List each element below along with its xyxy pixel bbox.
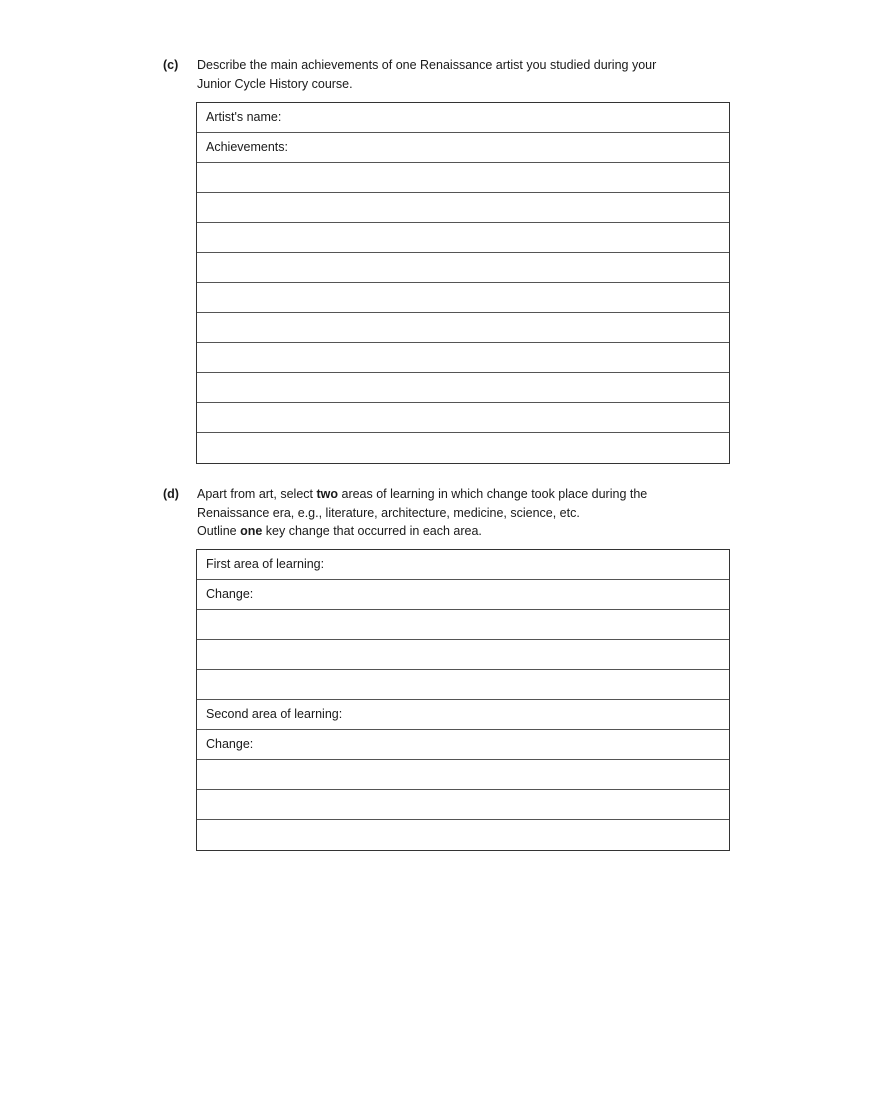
question-d-answer-box [196,549,730,851]
question-d-prompt-line-2: Renaissance era, e.g., literature, architecture, medicine, science, etc. [197,505,580,520]
first-area-label: First area of learning: [206,557,325,571]
first-change-label: Change: [206,587,254,601]
achievements-answer-line[interactable] [197,373,729,403]
second-change-answer-line[interactable] [197,820,729,850]
second-area-field[interactable] [197,700,729,730]
achievements-answer-line[interactable] [197,403,729,433]
second-change-answer-line[interactable] [197,790,729,820]
question-c-prompt-line-1: Describe the main achievements of one Renaissance artist you studied during your [197,58,657,72]
achievements-answer-line[interactable] [197,193,729,223]
achievements-answer-line[interactable] [197,283,729,313]
achievements-answer-line[interactable] [197,433,729,463]
second-change-field[interactable] [197,730,729,760]
achievements-answer-line[interactable] [197,163,729,193]
question-c-prompt [197,56,737,93]
question-c-prompt-line-2: Junior Cycle History course. [197,76,353,91]
second-area-label: Second area of learning: [206,707,343,721]
achievements-answer-line[interactable] [197,223,729,253]
prompt-text: Apart from art, select [197,487,317,501]
achievements-answer-line[interactable] [197,253,729,283]
prompt-text: areas of learning in which change took place during the [338,487,648,501]
prompt-emphasis: two [316,487,339,501]
question-d-prompt [197,485,737,541]
first-change-answer-line[interactable] [197,610,729,640]
question-d-prompt-line-3 [197,522,737,541]
second-change-label: Change: [206,737,254,751]
question-d-label: (d) [163,487,179,501]
first-change-field[interactable] [197,580,729,610]
prompt-text: key change that occurred in each area. [262,524,482,538]
prompt-emphasis: one [240,524,263,538]
achievements-field[interactable] [197,133,729,163]
first-change-answer-line[interactable] [197,640,729,670]
prompt-text: Outline [197,524,241,538]
question-d-prompt-line-1 [197,485,737,504]
question-c-label: (c) [163,58,179,72]
achievements-answer-line[interactable] [197,313,729,343]
artist-name-label: Artist's name: [206,110,282,124]
first-change-answer-line[interactable] [197,670,729,700]
second-change-answer-line[interactable] [197,760,729,790]
first-area-field[interactable] [197,550,729,580]
question-c-answer-box [196,102,730,464]
artist-name-field[interactable] [197,103,729,133]
achievements-answer-line[interactable] [197,343,729,373]
achievements-label: Achievements: [206,140,288,154]
